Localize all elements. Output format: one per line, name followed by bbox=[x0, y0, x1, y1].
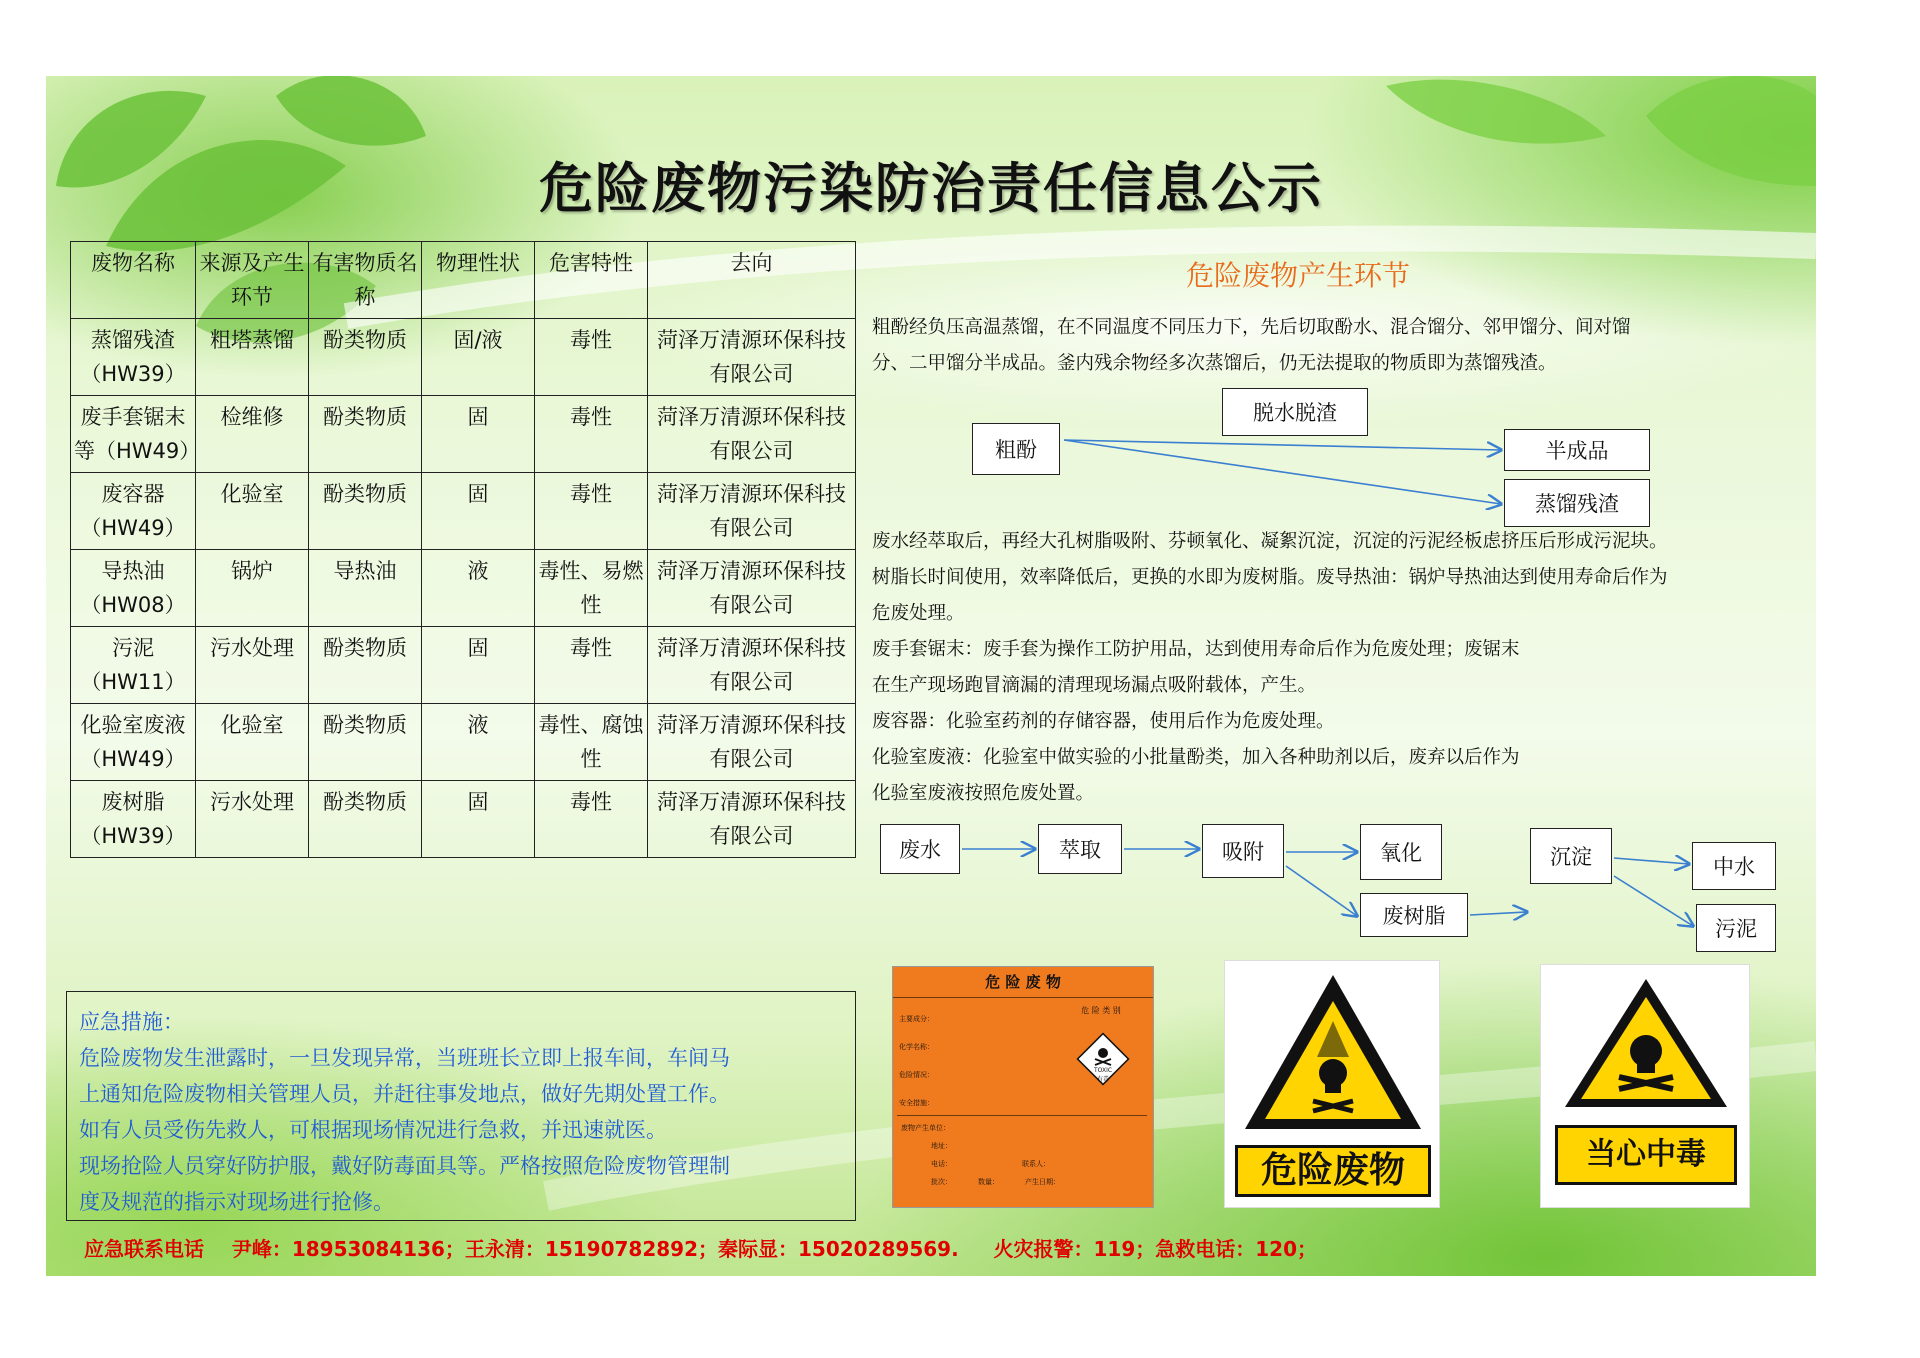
header-destination: 去向 bbox=[648, 242, 856, 319]
emergency-box bbox=[66, 991, 856, 1221]
paragraph-line: 废容器：化验室药剂的存储容器，使用后作为危废处理。 bbox=[872, 711, 1335, 732]
table-cell: 菏泽万清源环保科技有限公司 bbox=[648, 473, 856, 550]
label-field: 批次： bbox=[931, 1178, 952, 1186]
table-cell: 固 bbox=[422, 781, 535, 858]
label-field-row bbox=[901, 1155, 1060, 1173]
table-cell: 毒性 bbox=[535, 473, 648, 550]
label-fields-top bbox=[899, 1005, 1049, 1117]
label-category: 危 险 类 别 bbox=[1081, 1006, 1121, 1015]
emergency-contacts: 应急联系电话 尹峰：18953084136；王永清：15190782892；秦际显：15020289569. 火灾报警：119；急救电话：120； bbox=[84, 1237, 1317, 1261]
hazardous-waste-sign bbox=[1224, 960, 1440, 1208]
label-toxic-en: TOXIC bbox=[1093, 1067, 1113, 1074]
table-cell: 毒性 bbox=[535, 781, 648, 858]
paragraph-line: 化验室废液：化验室中做实验的小批量酚类，加入各种助剂以后，废弃以后作为 bbox=[872, 747, 1520, 768]
table-cell: 毒性 bbox=[535, 396, 648, 473]
table-cell: 固 bbox=[422, 627, 535, 704]
table-cell: 固 bbox=[422, 396, 535, 473]
table-cell: 导热油（HW08） bbox=[71, 550, 196, 627]
emergency-line: 如有人员受伤先救人，可根据现场情况进行急救，并迅速就医。 bbox=[79, 1118, 667, 1142]
label-field: 安全措施： bbox=[899, 1099, 934, 1107]
table-row bbox=[71, 473, 856, 550]
label-field: 联系人： bbox=[1022, 1160, 1050, 1168]
table-cell: 化验室废液（HW49） bbox=[71, 704, 196, 781]
table-cell: 酚类物质 bbox=[309, 627, 422, 704]
label-toxic-cn: 有毒 bbox=[1096, 1076, 1109, 1083]
paragraph-line: 树脂长时间使用，效率降低后，更换的水即为废树脂。废导热油：锅炉导热油达到使用寿命后作为 bbox=[872, 567, 1668, 588]
table-cell: 酚类物质 bbox=[309, 319, 422, 396]
paragraph-line: 危废处理。 bbox=[872, 603, 965, 624]
poison-skull-triangle-icon bbox=[1541, 965, 1751, 1115]
table-cell: 液 bbox=[422, 550, 535, 627]
paragraph-line: 分、二甲馏分半成品。釜内残余物经多次蒸馏后，仍无法提取的物质即为蒸馏残渣。 bbox=[872, 353, 1557, 374]
flow-box-waste-resin: 废树脂 bbox=[1360, 893, 1468, 937]
table-cell: 固/液 bbox=[422, 319, 535, 396]
table-cell: 毒性 bbox=[535, 319, 648, 396]
table-cell: 污水处理 bbox=[196, 781, 309, 858]
flow-box-reclaimed-water: 中水 bbox=[1692, 842, 1776, 890]
emergency-heading: 应急措施： bbox=[79, 1010, 184, 1034]
label-field: 主要成分： bbox=[899, 1015, 934, 1023]
table-row bbox=[71, 396, 856, 473]
flow-box-extraction: 萃取 bbox=[1038, 824, 1122, 874]
table-cell: 毒性、易燃性 bbox=[535, 550, 648, 627]
paragraph-line: 化验室废液按照危废处置。 bbox=[872, 783, 1095, 804]
table-cell: 粗塔蒸馏 bbox=[196, 319, 309, 396]
flow-box-sludge: 污泥 bbox=[1696, 904, 1776, 952]
label-field: 数量： bbox=[978, 1178, 999, 1186]
table-cell: 锅炉 bbox=[196, 550, 309, 627]
table-row bbox=[71, 319, 856, 396]
emergency-line: 度及规范的指示对现场进行抢修。 bbox=[79, 1190, 394, 1214]
table-cell: 菏泽万清源环保科技有限公司 bbox=[648, 319, 856, 396]
table-cell: 酚类物质 bbox=[309, 781, 422, 858]
flow-box-dehydration: 脱水脱渣 bbox=[1222, 388, 1368, 436]
table-cell: 酚类物质 bbox=[309, 473, 422, 550]
paragraph-line: 废水经萃取后，再经大孔树脂吸附、芬顿氧化、凝絮沉淀，沉淀的污泥经板虑挤压后形成污泥块。 bbox=[872, 531, 1668, 552]
table-cell: 导热油 bbox=[309, 550, 422, 627]
label-title: 危 险 废 物 bbox=[893, 967, 1153, 998]
process-paragraph-2 bbox=[872, 524, 1668, 812]
table-cell: 菏泽万清源环保科技有限公司 bbox=[648, 396, 856, 473]
table-cell: 酚类物质 bbox=[309, 396, 422, 473]
emergency-line: 现场抢险人员穿好防护服，戴好防毒面具等。严格按照危险废物管理制 bbox=[79, 1154, 730, 1178]
label-field: 化学名称： bbox=[899, 1043, 934, 1051]
label-field: 废物产生单位： bbox=[901, 1124, 950, 1132]
label-fields-bottom bbox=[901, 1119, 1060, 1191]
header-waste-name: 废物名称 bbox=[71, 242, 196, 319]
section-title: 危险废物产生环节 bbox=[1186, 259, 1411, 292]
sign-text-beware-poison: 当心中毒 bbox=[1555, 1125, 1737, 1185]
emergency-line: 危险废物发生泄露时，一旦发现异常，当班班长立即上报车间，车间马 bbox=[79, 1046, 730, 1070]
table-cell: 液 bbox=[422, 704, 535, 781]
label-field: 危险情况： bbox=[899, 1071, 934, 1079]
table-cell: 废容器（HW49） bbox=[71, 473, 196, 550]
flow-box-sedimentation: 沉淀 bbox=[1530, 828, 1612, 884]
flow-box-oxidation: 氧化 bbox=[1360, 824, 1442, 880]
table-cell: 废树脂（HW39） bbox=[71, 781, 196, 858]
table-cell: 菏泽万清源环保科技有限公司 bbox=[648, 781, 856, 858]
sign-text-hazardous-waste: 危险废物 bbox=[1235, 1145, 1431, 1197]
table-cell: 蒸馏残渣（HW39） bbox=[71, 319, 196, 396]
table-cell: 检维修 bbox=[196, 396, 309, 473]
table-cell: 菏泽万清源环保科技有限公司 bbox=[648, 627, 856, 704]
poster bbox=[46, 76, 1816, 1276]
table-cell: 污水处理 bbox=[196, 627, 309, 704]
table-header-row bbox=[71, 242, 856, 319]
emergency-line: 上通知危险废物相关管理人员，并赶往事发地点，做好先期处置工作。 bbox=[79, 1082, 730, 1106]
table-row bbox=[71, 627, 856, 704]
table-cell: 污泥（HW11） bbox=[71, 627, 196, 704]
table-cell: 化验室 bbox=[196, 473, 309, 550]
label-field: 地址： bbox=[931, 1142, 952, 1150]
paragraph-line: 粗酚经负压高温蒸馏，在不同温度不同压力下，先后切取酚水、混合馏分、邻甲馏分、间对馏 bbox=[872, 317, 1631, 338]
header-physical-state: 物理性状 bbox=[422, 242, 535, 319]
table-row bbox=[71, 781, 856, 858]
label-divider bbox=[897, 1115, 1147, 1116]
table-cell: 菏泽万清源环保科技有限公司 bbox=[648, 550, 856, 627]
process-paragraph-1 bbox=[872, 310, 1631, 382]
header-source: 来源及产生环节 bbox=[196, 242, 309, 319]
flow-box-semi-product: 半成品 bbox=[1504, 429, 1650, 471]
table-cell: 固 bbox=[422, 473, 535, 550]
table-cell: 菏泽万清源环保科技有限公司 bbox=[648, 704, 856, 781]
table-cell: 废手套锯末等（HW49） bbox=[71, 396, 196, 473]
flow-box-wastewater: 废水 bbox=[880, 824, 960, 874]
header-hazard-substance: 有害物质名称 bbox=[309, 242, 422, 319]
paragraph-line: 废手套锯末：废手套为操作工防护用品，达到使用寿命后作为危废处理；废锯末 bbox=[872, 639, 1520, 660]
label-field-row bbox=[901, 1173, 1060, 1191]
table-cell: 毒性 bbox=[535, 627, 648, 704]
table-cell: 化验室 bbox=[196, 704, 309, 781]
waste-table bbox=[70, 241, 856, 858]
table-row bbox=[71, 550, 856, 627]
table-cell: 酚类物质 bbox=[309, 704, 422, 781]
flow-box-residue: 蒸馏残渣 bbox=[1504, 479, 1650, 527]
header-hazard-property: 危害特性 bbox=[535, 242, 648, 319]
table-row bbox=[71, 704, 856, 781]
table-body bbox=[71, 319, 856, 858]
flow-box-crude-phenol: 粗酚 bbox=[972, 423, 1060, 475]
page-title: 危险废物污染防治责任信息公示 bbox=[539, 157, 1323, 220]
flow-box-adsorption: 吸附 bbox=[1202, 824, 1284, 878]
poison-warning-sign bbox=[1540, 964, 1750, 1208]
label-field: 电话： bbox=[931, 1160, 952, 1168]
hazardous-waste-label bbox=[892, 966, 1154, 1208]
warning-triangle-skull-icon bbox=[1225, 961, 1441, 1141]
paragraph-line: 在生产现场跑冒滴漏的清理现场漏点吸附载体，产生。 bbox=[872, 675, 1317, 696]
table-cell: 毒性、腐蚀性 bbox=[535, 704, 648, 781]
label-field: 产生日期： bbox=[1025, 1178, 1060, 1186]
